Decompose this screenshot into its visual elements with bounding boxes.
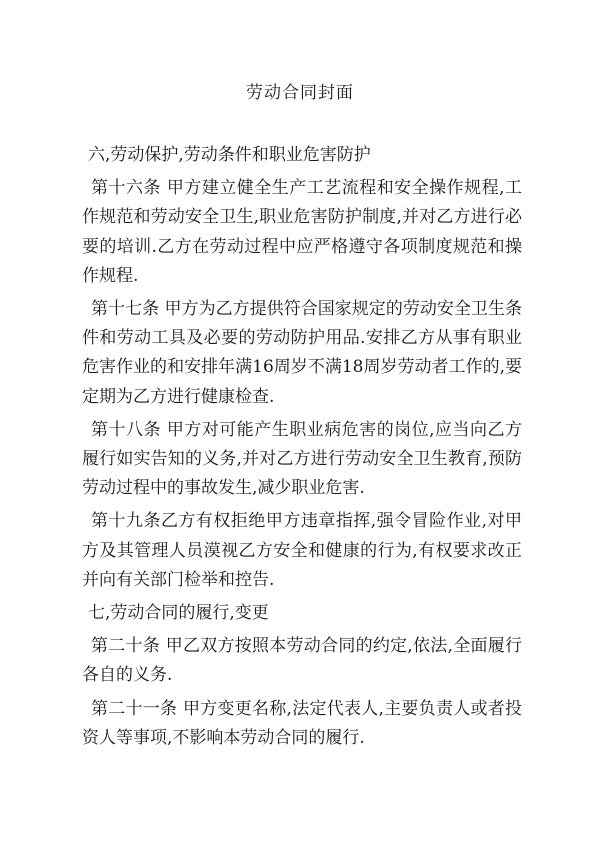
section-heading-7: 七,劳动合同的履行,变更	[88, 603, 269, 624]
page-title: 劳动合同封面	[246, 83, 354, 103]
section-heading-6: 六,劳动保护,劳动条件和职业危害防护	[88, 145, 371, 165]
document-body	[82, 141, 522, 757]
article-20: 第二十条 甲乙双方按照本劳动合同的约定,依法,全面履行各自的义务.	[82, 636, 522, 686]
article-18: 第十八条 甲方对可能产生职业病危害的岗位,应当向乙方履行如实告知的义务,并对乙方进行劳动安全卫生教育,预防劳动过程中的事故发生,减少职业危害.	[82, 419, 522, 499]
article-19: 第十九条乙方有权拒绝甲方违章指挥,强令冒险作业,对甲方及其管理人员漠视乙方安全和健康的行为,有权要求改正并向有关部门检举和控告.	[82, 511, 522, 590]
article-17: 第十七条 甲方为乙方提供符合国家规定的劳动安全卫生条件和劳动工具及必要的劳动防护用品.安排乙方从事有职业危害作业的和安排年满16周岁不满18周岁劳动者工作的,要定期为乙方进行健康检查.	[82, 299, 522, 407]
article-21: 第二十一条 甲方变更名称,法定代表人,主要负责人或者投资人等事项,不影响本劳动合同的履行.	[82, 698, 522, 748]
article-16: 第十六条 甲方建立健全生产工艺流程和安全操作规程,工作规范和劳动安全卫生,职业危害防护制度,并对乙方进行必要的培训.乙方在劳动过程中应严格遵守各项制度规范和操作规程.	[82, 178, 522, 286]
